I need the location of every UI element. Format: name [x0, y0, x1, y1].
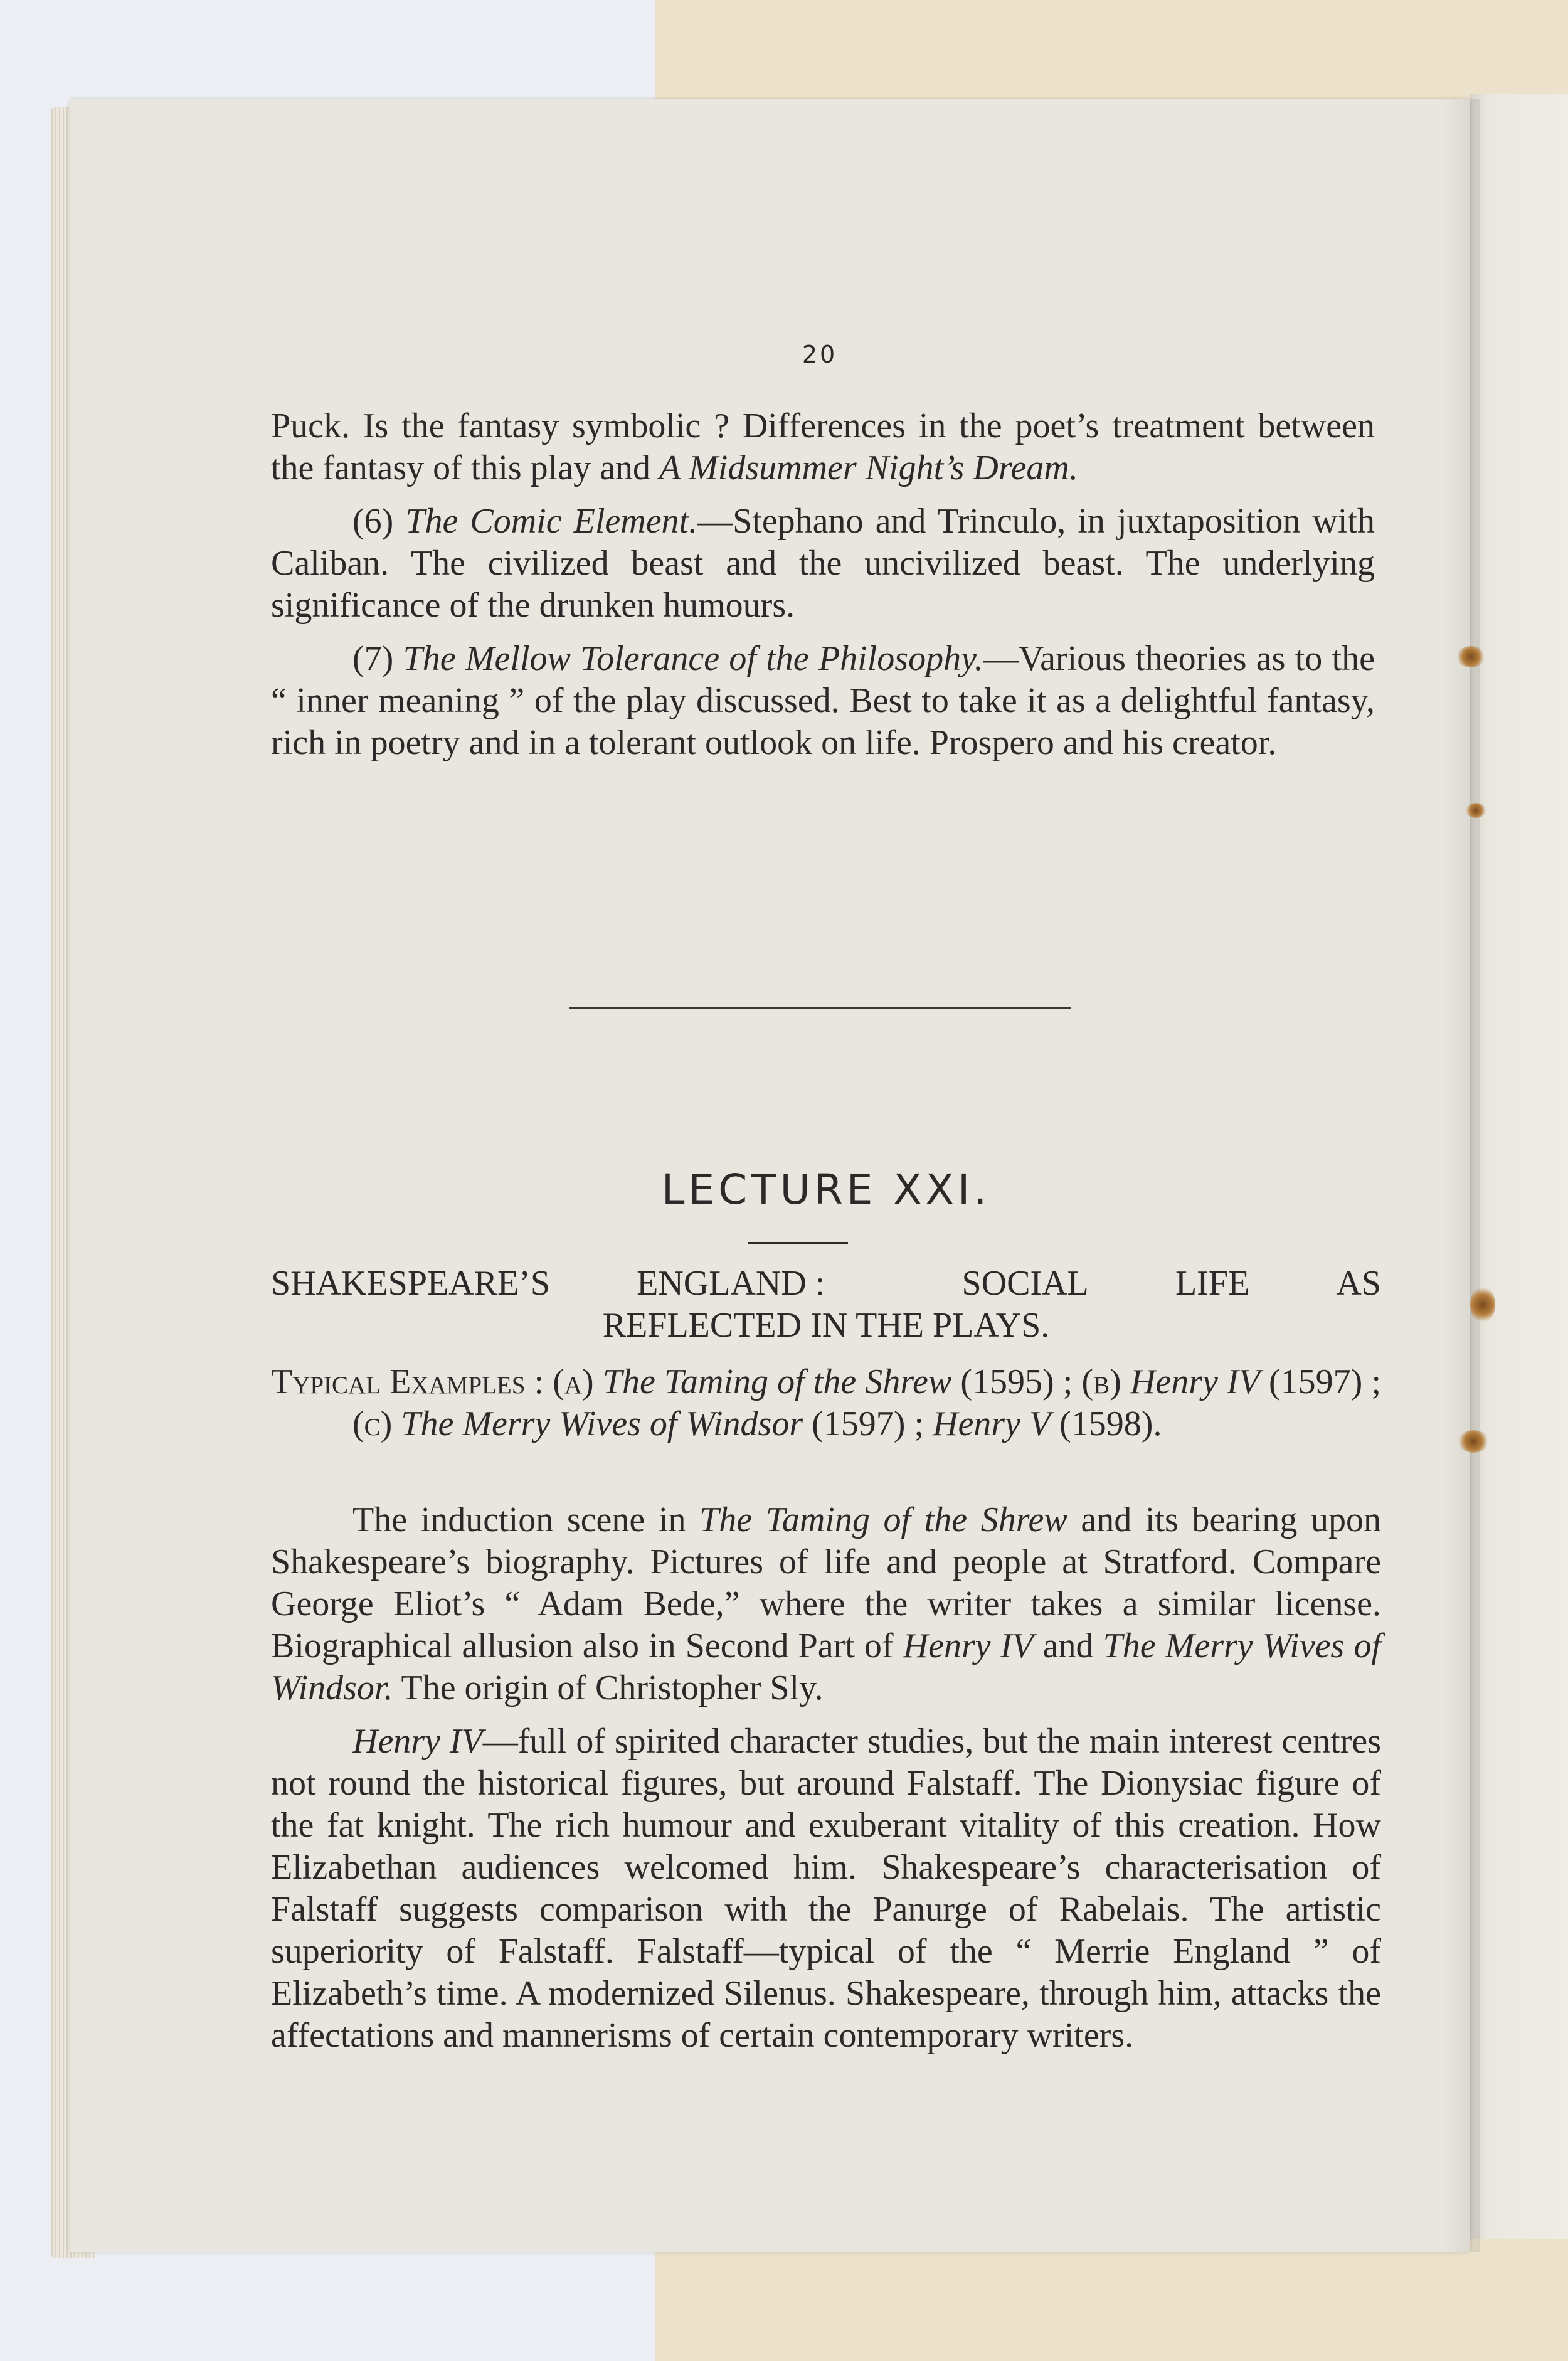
continuation-text [271, 405, 1375, 764]
paragraph-mellow-tolerance: (7) The Mellow Tolerance of the Philosophy.—Various theories as to the “ inner meaning ” of the play discussed. Best to take it as a delightful fantasy, rich in poetry and in a tolerant outlook on life. Prospero and his creator. [271, 639, 1375, 762]
binding-shadow [1443, 99, 1480, 2252]
foxing-spot [1470, 1286, 1495, 1324]
section-divider [569, 1007, 1071, 1009]
paragraph-puck: Puck. Is the fantasy symbolic ? Differences in the poet’s treatment between the fantasy of this play and A Midsummer Night’s Dream. [271, 406, 1375, 487]
title-underline [748, 1242, 848, 1244]
foxing-spot [1465, 803, 1486, 818]
subject-line-1: SHAKESPEARE’S ENGLAND : SOCIAL LIFE AS [271, 1264, 1381, 1303]
typical-examples [271, 1361, 1381, 1445]
lecture-subject [271, 1263, 1381, 1347]
foxing-spot [1456, 646, 1485, 667]
paragraph-comic-element: (6) The Comic Element.—Stephano and Trinculo, in juxtaposition with Caliban. The civilized beast and the uncivilized beast. The underlying significance of the drunken humours. [271, 502, 1375, 625]
lecture-body [271, 1499, 1381, 2057]
book-page [70, 99, 1470, 2252]
paragraph-induction-scene: The induction scene in The Taming of the Shrew and its bearing upon Shakespeare’s biography. Pictures of life and people at Stratford. Compare George Eliot’s “ Adam Bede,” where the writer takes a similar license. Biographical allusion also in Second Part of Henry IV and The Merry Wives of Windsor. The origin of Christopher Sly. [271, 1500, 1382, 1707]
facing-page-edge [1470, 94, 1568, 2239]
examples-line: Typical Examples : (a) The Taming of the Shrew (1595) ; (b) Henry IV (1597) ; (c) The Merry Wives of Windsor (1597) ; Henry V (1598). [271, 1362, 1382, 1443]
page-number: 20 [802, 341, 838, 368]
lecture-title: LECTURE XXI. [661, 1165, 991, 1214]
paragraph-falstaff: Henry IV—full of spirited character studies, but the main interest centres not round the historical figures, but around Falstaff. The Dionysiac figure of the fat knight. The rich humour and exuberant vitality of this creation. How Elizabethan audiences welcomed him. Shakespeare’s characterisation of Falstaff suggests comparison with the Panurge of Rabelais. The artistic superiority of Falstaff. Falstaff—typical of the “ Merrie England ” of Elizabeth’s time. A modernized Silenus. Shakespeare, through him, attacks the affectations and mannerisms of certain contemporary writers. [271, 1722, 1381, 2055]
foxing-spot [1458, 1430, 1489, 1453]
subject-line-2: REFLECTED IN THE PLAYS. [602, 1306, 1050, 1345]
